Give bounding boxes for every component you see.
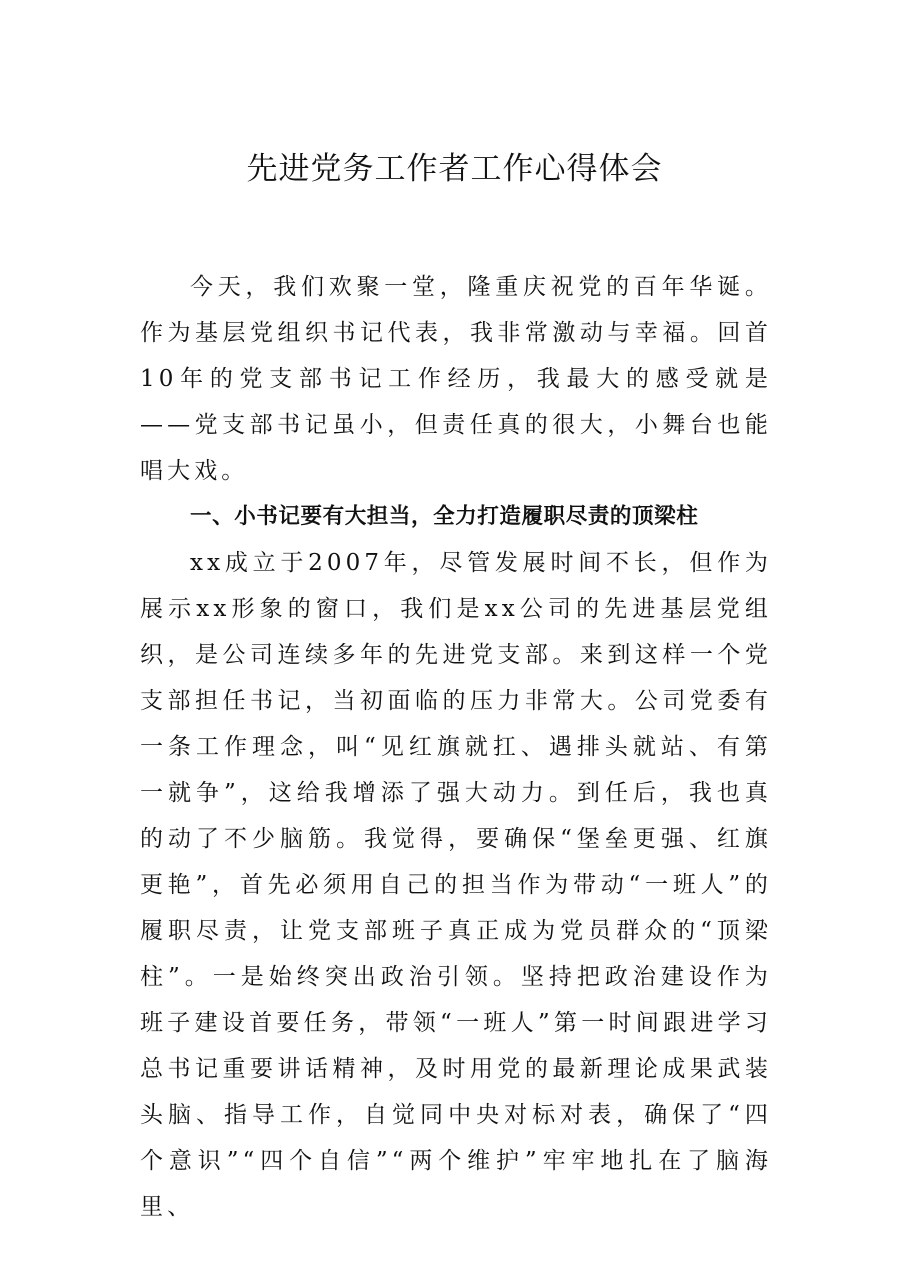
section-heading: 一、小书记要有大担当，全力打造履职尽责的顶梁柱 <box>190 504 699 529</box>
intro-paragraph: 今天，我们欢聚一堂，隆重庆祝党的百年华诞。作为基层党组织书记代表，我非常激动与幸福。回首10年的党支部书记工作经历，我最大的感受就是——党支部书记虽小，但责任真的很大，小舞台也能唱大戏。 <box>140 274 772 484</box>
document-body <box>140 264 772 1230</box>
section-paragraph: xx成立于2007年，尽管发展时间不长，但作为展示xx形象的窗口，我们是xx公司的先进基层党组织，是公司连续多年的先进党支部。来到这样一个党支部担任书记，当初面临的压力非常大。公司党委有一条工作理念，叫“见红旗就扛、遇排头就站、有第一就争”，这给我增添了强大动力。到任后，我也真的动了不少脑筋。我觉得，要确保“堡垒更强、红旗更艳”，首先必须用自己的担当作为带动“一班人”的履职尽责，让党支部班子真正成为党员群众的“顶梁柱”。一是始终突出政治引领。坚持把政治建设作为班子建设首要任务，带领“一班人”第一时间跟进学习总书记重要讲话精神，及时用党的最新理论成果武装头脑、指导工作，自觉同中央对标对表，确保了“四个意识”“四个自信”“两个维护”牢牢地扎在了脑海里、 <box>140 550 772 1220</box>
document-title: 先进党务工作者工作心得体会 <box>246 151 663 187</box>
